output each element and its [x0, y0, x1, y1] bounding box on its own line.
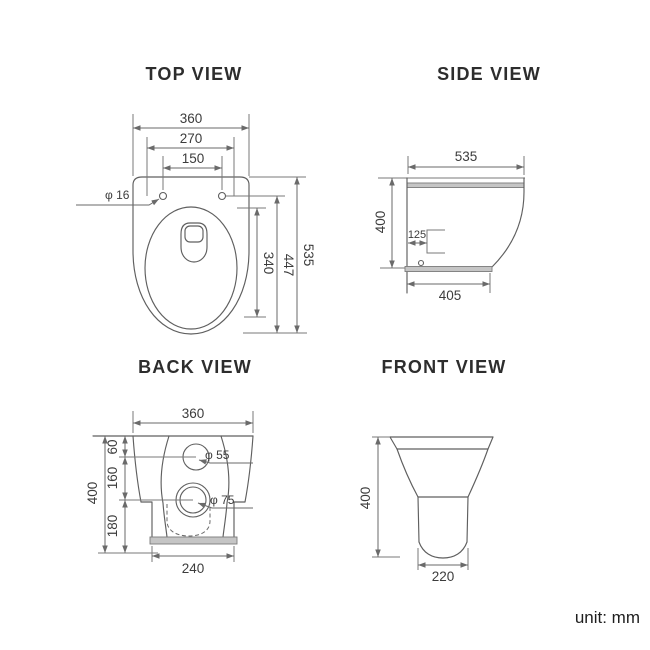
- front-rim-left: [390, 437, 397, 449]
- dim-overall-depth-label: 535: [301, 243, 316, 267]
- front-view-title: FRONT VIEW: [381, 357, 507, 377]
- dim-outlet-offset-label: 125: [407, 229, 427, 241]
- front-pedestal-right: [467, 497, 468, 542]
- top-view-title: TOP VIEW: [145, 64, 243, 84]
- dim-seat-width-label: 270: [179, 131, 203, 146]
- top-view: [76, 64, 316, 334]
- side-front-curve: [492, 178, 524, 267]
- side-fixing-hole: [419, 261, 424, 266]
- front-view: [358, 357, 507, 584]
- dim-inlet-diameter-label: φ 55: [205, 448, 230, 462]
- dim-inlet-to-outlet-label: 160: [105, 466, 120, 490]
- dim-front-height-label: 400: [358, 486, 373, 510]
- back-outer-right: [234, 436, 253, 537]
- seat-opening-outline: [145, 207, 237, 329]
- dim-hinge-to-front-label: 447: [281, 253, 296, 277]
- side-view: [373, 64, 541, 303]
- outlet-bracket: [427, 230, 445, 253]
- unit-note: unit: mm: [574, 608, 640, 627]
- front-bowl-right: [468, 449, 488, 497]
- dim-front-base-width-label: 220: [431, 569, 455, 584]
- back-view: [85, 357, 253, 576]
- dim-side-depth-label: 535: [454, 149, 478, 164]
- dim-base-depth-label: 405: [438, 288, 462, 303]
- back-outer-left: [133, 436, 152, 537]
- side-base-band: [405, 267, 492, 272]
- front-bowl-left: [397, 449, 418, 497]
- dim-outlet-to-floor-label: 180: [105, 514, 120, 538]
- back-base-band: [150, 537, 237, 544]
- dim-hole-spacing-label: 150: [181, 151, 205, 166]
- dim-overall-width-label: 360: [179, 111, 203, 126]
- back-inner-left: [161, 436, 169, 537]
- bowl-outline: [133, 177, 249, 334]
- dim-bowl-length-label: 340: [261, 251, 276, 275]
- right-hinge-hole: [219, 193, 226, 200]
- dim-hole-diameter-label: φ 16: [105, 188, 130, 202]
- dim-back-height-label: 400: [85, 481, 100, 505]
- front-pedestal-left: [418, 497, 419, 542]
- front-foot-curve: [419, 542, 467, 558]
- left-hinge-hole: [160, 193, 167, 200]
- dim-outlet-diameter-label: φ 75: [210, 493, 235, 507]
- dim-side-height-label: 400: [373, 210, 388, 234]
- seat-rim-band: [407, 183, 524, 188]
- dim-back-width-label: 360: [181, 406, 205, 421]
- drain-inner-outline: [185, 226, 203, 242]
- back-view-title: BACK VIEW: [138, 357, 252, 377]
- dim-back-base-width-label: 240: [181, 561, 205, 576]
- dim-top-to-inlet-label: 60: [105, 439, 120, 455]
- front-rim-right: [488, 437, 493, 449]
- side-view-title: SIDE VIEW: [437, 64, 541, 84]
